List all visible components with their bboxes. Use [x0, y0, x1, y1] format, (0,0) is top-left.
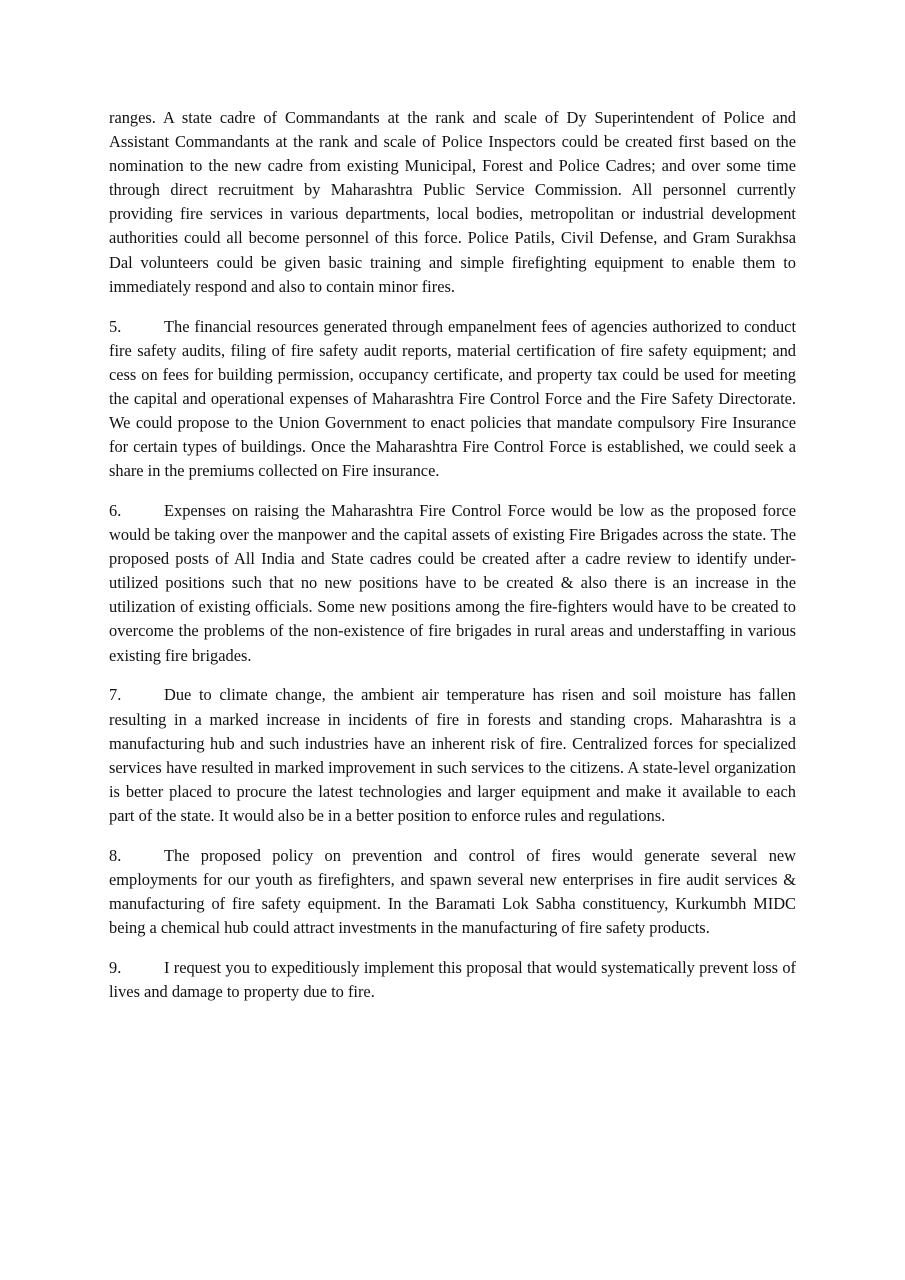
paragraph-text: I request you to expeditiously implement this proposal that would systematically prevent loss of lives and damage to property due to fire. — [109, 957, 796, 1002]
paragraph-continued — [109, 106, 796, 299]
paragraph-8 — [109, 844, 796, 940]
paragraph-7 — [109, 683, 796, 828]
paragraph-text: Expenses on raising the Maharashtra Fire Control Force would be low as the proposed force would be taking over the manpower and the capital assets of existing Fire Brigades across the state. The proposed posts of All India and State cadres could be created after a cadre review to identify under-utilized positions such that no new positions have to be created & also there is an increase in the utilization of existing officials. Some new positions among the fire-fighters would have to be created to overcome the problems of the non-existence of fire brigades in rural areas and understaffing in various existing fire brigades. — [109, 501, 796, 665]
document-page — [109, 106, 796, 1020]
paragraph-6 — [109, 499, 796, 668]
paragraph-text: The financial resources generated through empanelment fees of agencies authorized to conduct fire safety audits, filing of fire safety audit reports, material certification of fire safety equipment; and cess on fees for building permission, occupancy certificate, and property tax could be used for meeting the capital and operational expenses of Maharashtra Fire Control Force and the Fire Safety Directorate. We could propose to the Union Government to enact policies that mandate compulsory Fire Insurance for certain types of buildings. Once the Maharashtra Fire Control Force is established, we could seek a share in the premiums collected on Fire insurance. — [109, 316, 796, 481]
paragraph-9 — [109, 956, 796, 1004]
paragraph-number: 9. — [109, 957, 122, 977]
paragraph-number: 6. — [109, 501, 122, 520]
paragraph-number: 5. — [109, 316, 122, 336]
paragraph-number: 7. — [109, 685, 122, 705]
paragraph-number: 8. — [109, 845, 122, 865]
paragraph-text: Due to climate change, the ambient air temperature has risen and soil moisture has fallen resulting in a marked increase in incidents of fire in forests and standing crops. Maharashtra is a manufacturing hub and such industries have an inherent risk of fire. Centralized forces for specialized services have resulted in marked improvement in such services to the citizens. A state-level organization is better placed to procure the latest technologies and larger equipment and make it available to each part of the state. It would also be in a better position to enforce rules and regulations. — [109, 685, 796, 825]
paragraph-5 — [109, 315, 796, 484]
paragraph-text: ranges. A state cadre of Commandants at the rank and scale of Dy Superintendent of Police and Assistant Commandants at the rank and scale of Police Inspectors could be created first based on the nomination to the new cadre from existing Municipal, Forest and Police Cadres; and over some time through direct recruitment by Maharashtra Public Service Commission. All personnel currently providing fire services in various departments, local bodies, metropolitan or industrial development authorities could all become personnel of this force. Police Patils, Civil Defense, and Gram Surakhsa Dal volunteers could be given basic training and simple firefighting equipment to enable them to immediately respond and also to contain minor fires. — [109, 108, 796, 296]
paragraph-text: The proposed policy on prevention and control of fires would generate several new employments for our youth as firefighters, and spawn several new enterprises in fire audit services & manufacturing of fire safety equipment. In the Baramati Lok Sabha constituency, Kurkumbh MIDC being a chemical hub could attract investments in the manufacturing of fire safety products. — [109, 845, 796, 938]
